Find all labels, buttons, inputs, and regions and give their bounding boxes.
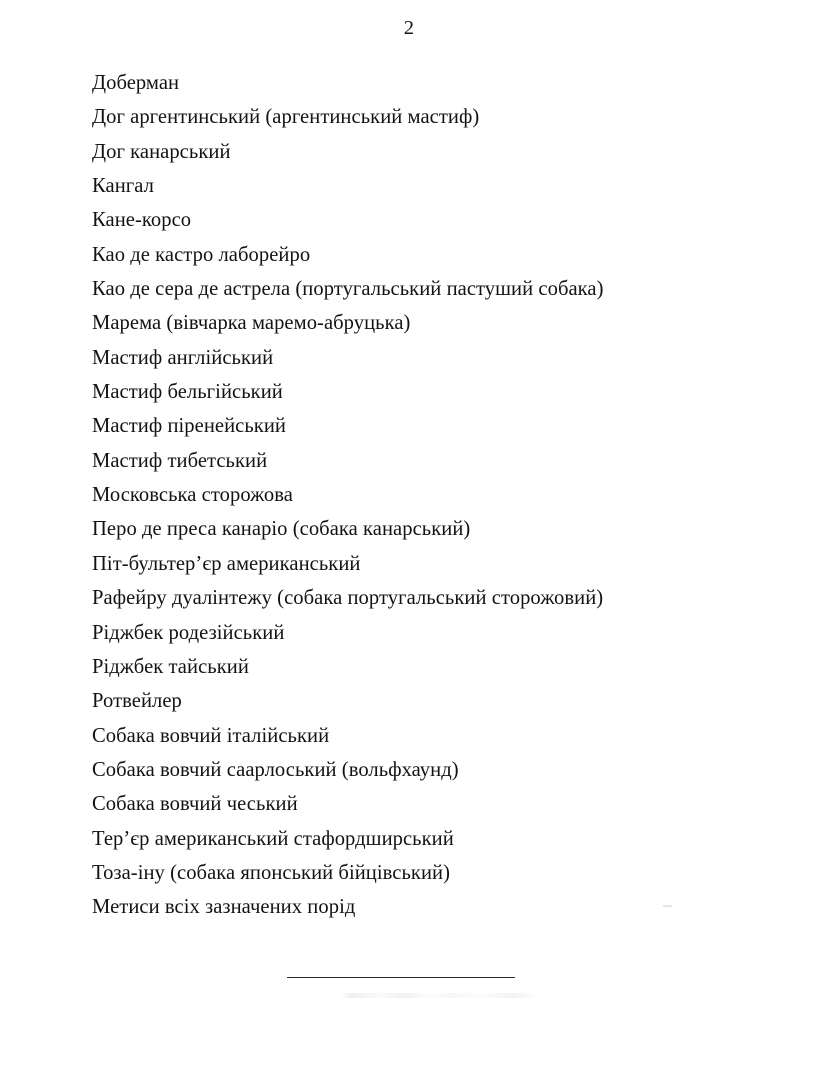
list-item: Піт-бультер’єр американський (92, 552, 361, 575)
list-item: Ріджбек родезійський (92, 621, 285, 644)
list-item: Тоза-іну (собака японський бійцівський) (92, 861, 451, 884)
list-item: Ротвейлер (92, 690, 182, 713)
list-item: Кангал (92, 175, 154, 198)
scan-artifact-smudge (340, 993, 540, 998)
list-item: Метиси всіх зазначених порід (92, 896, 356, 919)
list-item: Као де сера де астрела (португальський пастуший собака) (92, 278, 604, 301)
list-item: Доберман (92, 72, 180, 94)
list-item: Тер’єр американський стафордширський (92, 827, 454, 850)
list-item: Собака вовчий чеський (92, 793, 298, 816)
list-item: Дог аргентинський (аргентинський мастиф) (92, 106, 480, 129)
list-item: Мастиф англійський (92, 346, 274, 369)
list-item: Ріджбек тайський (92, 655, 249, 678)
list-item: Мастиф тибетський (92, 449, 268, 472)
list-item: Дог канарський (92, 140, 231, 163)
page-number: 2 (403, 17, 415, 39)
breed-list (92, 66, 726, 925)
list-item: Собака вовчий італійський (92, 724, 330, 747)
list-item: Собака вовчий саарлоський (вольфхаунд) (92, 758, 459, 781)
list-item: Мастиф бельгійський (92, 381, 283, 404)
list-item: Московська сторожова (92, 484, 293, 507)
page-header (0, 18, 818, 39)
footnote-separator-rule (287, 977, 515, 978)
list-item: Марема (вівчарка маремо-абруцька) (92, 312, 411, 335)
list-item: Рафейру дуалінтежу (собака португальський сторожовий) (92, 587, 604, 610)
list-item: Као де кастро лаборейро (92, 243, 311, 266)
list-item: Кане-корсо (92, 209, 192, 232)
list-item: Перо де преса канаріо (собака канарський) (92, 518, 471, 541)
list-item: Мастиф піренейський (92, 415, 286, 438)
